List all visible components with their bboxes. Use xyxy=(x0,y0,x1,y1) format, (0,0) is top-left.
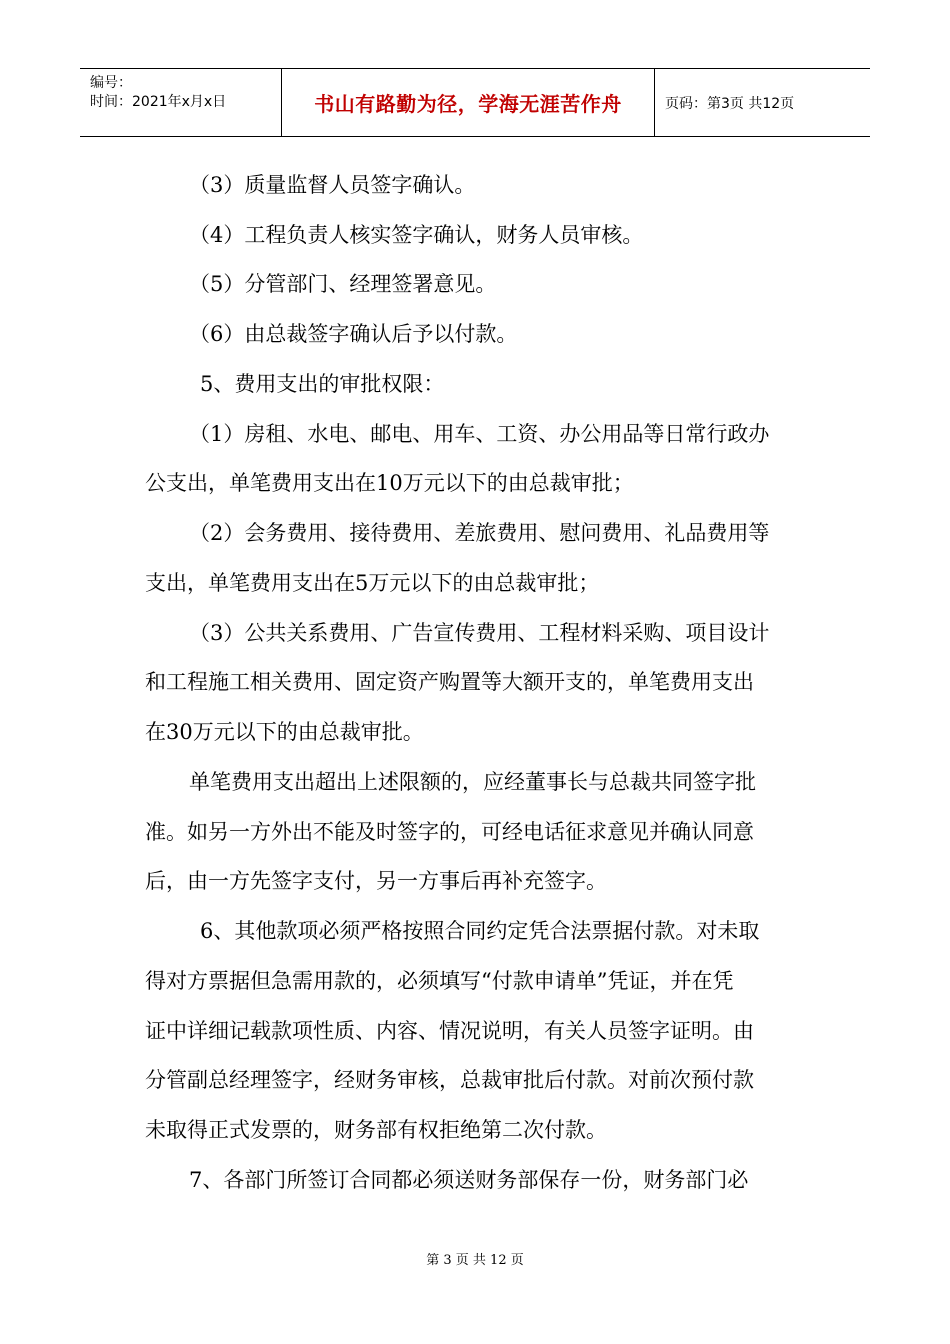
page-footer: 第 3 页 共 12 页 xyxy=(426,1253,524,1268)
body-line: 5、费用支出的审批权限： xyxy=(200,372,445,396)
body-line: 后，由一方先签字支付，另一方事后再补充签字。 xyxy=(145,869,607,893)
body-line: 公支出，单笔费用支出在10万元以下的由总裁审批； xyxy=(145,471,634,495)
body-line: 在30万元以下的由总裁审批。 xyxy=(145,720,424,744)
body-line: 和工程施工相关费用、固定资产购置等大额开支的，单笔费用支出 xyxy=(145,670,754,694)
body-line: 得对方票据但急需用款的，必须填写“付款申请单”凭证，并在凭 xyxy=(145,969,734,993)
body-line: 单笔费用支出超出上述限额的，应经董事长与总裁共同签字批 xyxy=(189,770,756,794)
body-line: （3）质量监督人员签字确认。 xyxy=(189,173,476,197)
body-line: 支出，单笔费用支出在5万元以下的由总裁审批； xyxy=(145,571,600,595)
document-time-label: 时间：2021年x月x日 xyxy=(90,94,227,110)
body-line: 准。如另一方外出不能及时签字的，可经电话征求意见并确认同意 xyxy=(145,820,754,844)
body-line: （6）由总裁签字确认后予以付款。 xyxy=(189,322,518,346)
body-line: （1）房租、水电、邮电、用车、工资、办公用品等日常行政办 xyxy=(189,422,770,446)
body-line: 未取得正式发票的，财务部有权拒绝第二次付款。 xyxy=(145,1118,607,1142)
header-slogan-cell xyxy=(282,69,655,136)
body-line: 7、各部门所签订合同都必须送财务部保存一份，财务部门必 xyxy=(189,1168,749,1192)
body-line: 6、其他款项必须严格按照合同约定凭合法票据付款。对未取 xyxy=(200,919,760,943)
body-line: 分管副总经理签字，经财务审核，总裁审批后付款。对前次预付款 xyxy=(145,1068,754,1092)
document-number-label: 编号： xyxy=(90,75,132,91)
header-slogan: 书山有路勤为径，学海无涯苦作舟 xyxy=(314,92,622,116)
page-header xyxy=(80,68,870,137)
body-line: （3）公共关系费用、广告宣传费用、工程材料采购、项目设计 xyxy=(189,621,770,645)
body-line: 证中详细记载款项性质、内容、情况说明，有关人员签字证明。由 xyxy=(145,1019,754,1043)
body-line: （5）分管部门、经理签署意见。 xyxy=(189,272,497,296)
body-line: （4）工程负责人核实签字确认，财务人员审核。 xyxy=(189,223,644,247)
header-meta-cell xyxy=(80,69,282,136)
header-page-info: 页码：第3页 共12页 xyxy=(665,95,795,112)
header-page-cell xyxy=(655,69,870,136)
body-line: （2）会务费用、接待费用、差旅费用、慰问费用、礼品费用等 xyxy=(189,521,770,545)
